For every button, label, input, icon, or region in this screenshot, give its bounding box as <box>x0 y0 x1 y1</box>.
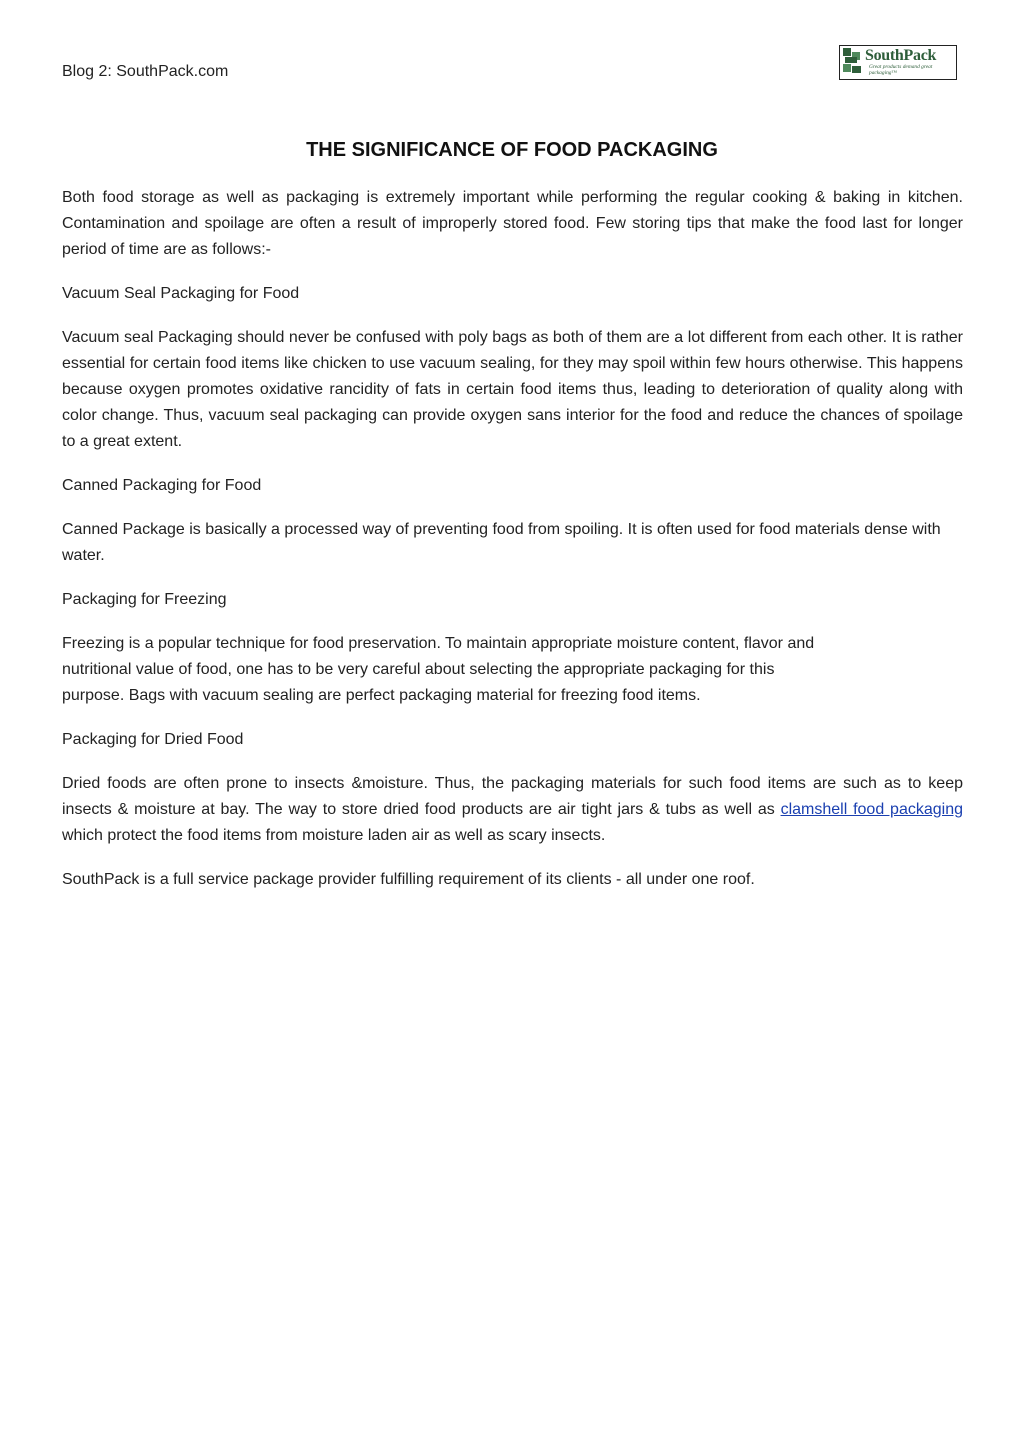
section-text-canned: Canned Package is basically a processed way of preventing food from spoiling. It is often used for food materials dense with water. <box>62 521 941 564</box>
freezing-line-3: purpose. Bags with vacuum sealing are perfect packaging material for freezing food items. <box>62 687 701 704</box>
southpack-logo <box>839 45 957 80</box>
logo-name: SouthPack <box>865 47 937 64</box>
logo-mark-icon <box>840 46 866 78</box>
clamshell-food-packaging-link[interactable]: clamshell food packaging <box>780 801 963 818</box>
section-heading-canned: Canned Packaging for Food <box>62 477 262 494</box>
section-heading-dried: Packaging for Dried Food <box>62 731 244 748</box>
section-heading-freezing: Packaging for Freezing <box>62 591 227 608</box>
section-text-vacuum: Vacuum seal Packaging should never be confused with poly bags as both of them are a lot different from each other. It is rather essential for certain food items like chicken to use vacuum sealing, for they may spoil within few hours otherwise. This happens because oxygen promotes oxidative rancidity of fats in certain food items thus, leading to deterioration of quality along with color change. Thus, vacuum seal packaging can provide oxygen sans interior for the food and reduce the chances of spoilage to a great extent. <box>62 329 963 450</box>
dried-text-before-link: Dried foods are often prone to insects &moisture. Thus, the packaging materials for such food items are such as to keep insects & moisture at bay. The way to store dried food products are air tight jars & tubs as well as <box>62 775 963 818</box>
blog-label: Blog 2: SouthPack.com <box>62 63 229 80</box>
freezing-line-2: nutritional value of food, one has to be very careful about selecting the appropriate packaging for this <box>62 661 775 678</box>
section-text-dried <box>62 771 963 849</box>
logo-tagline: Great products demand great packaging™ <box>869 64 933 76</box>
intro-paragraph: Both food storage as well as packaging is extremely important while performing the regular cooking & baking in kitchen. Contamination and spoilage are often a result of improperly stored food. Few storing tips that make the food last for longer period of time are as follows:- <box>62 189 963 258</box>
section-heading-vacuum: Vacuum Seal Packaging for Food <box>62 285 300 302</box>
article-body <box>62 185 963 911</box>
page-title: THE SIGNIFICANCE OF FOOD PACKAGING <box>306 139 718 161</box>
closing-paragraph: SouthPack is a full service package provider fulfilling requirement of its clients - all under one roof. <box>62 871 755 888</box>
section-text-freezing <box>62 631 963 709</box>
dried-text-after-link: which protect the food items from moisture laden air as well as scary insects. <box>62 827 606 844</box>
freezing-line-1: Freezing is a popular technique for food preservation. To maintain appropriate moisture content, flavor and <box>62 635 815 652</box>
